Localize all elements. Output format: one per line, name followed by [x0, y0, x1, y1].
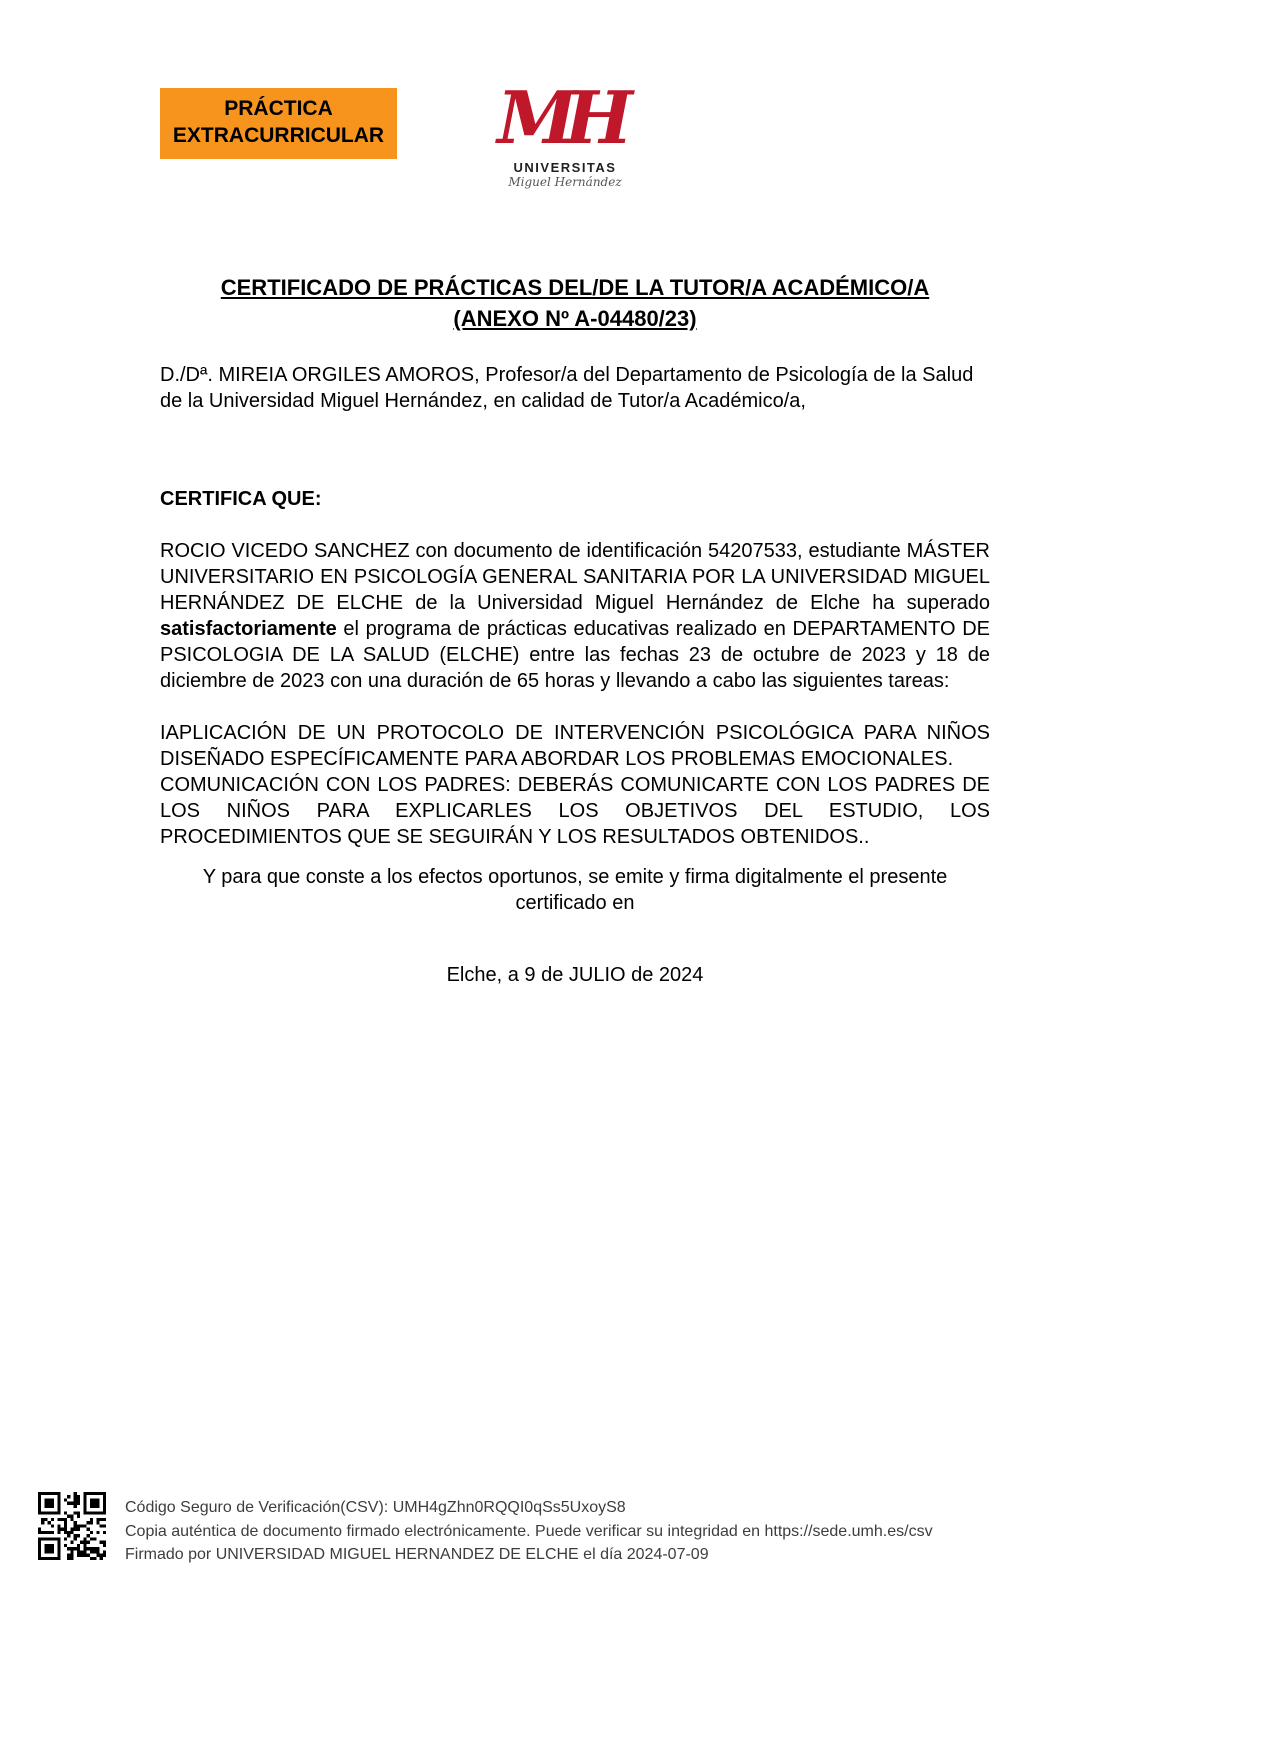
closing-paragraph: Y para que conste a los efectos oportunos, se emite y firma digitalmente el presente certificado en	[202, 866, 948, 914]
umh-logo-name: Miguel Hernández	[508, 175, 622, 189]
umh-logo-mark-icon: MH	[497, 75, 621, 160]
umh-logo-universitas: UNIVERSITAS	[513, 160, 617, 175]
tutor-intro-paragraph: D./Dª. MIREIA ORGILES AMOROS, Profesor/a del Departamento de Psicología de la Salud de la Universidad Miguel Hernández, en calidad de Tutor/a Académico/a,	[160, 364, 974, 412]
student-paragraph-start: ROCIO VICEDO SANCHEZ con documento de identificación 54207533, estudiante MÁSTER UNIVERSITARIO EN PSICOLOGÍA GENERAL SANITARIA POR LA UNIVERSIDAD MIGUEL HERNÁNDEZ DE ELCHE de la Universidad Miguel Hernández de Elche ha superado	[160, 540, 990, 614]
signed-by-line: Firmado por UNIVERSIDAD MIGUEL HERNANDEZ DE ELCHE el día 2024-07-09	[125, 1546, 709, 1563]
badge-line-1: PRÁCTICA	[224, 97, 333, 120]
tasks-section	[160, 720, 990, 850]
certificate-title	[160, 272, 990, 334]
certifies-label: CERTIFICA QUE:	[160, 488, 322, 510]
practica-badge	[160, 88, 397, 159]
certificate-title-line-2: (ANEXO Nº A-04480/23)	[453, 306, 697, 331]
authentic-copy-line: Copia auténtica de documento firmado electrónicamente. Puede verificar su integridad en https://sede.umh.es/csv	[125, 1522, 933, 1540]
certificate-title-line-1: CERTIFICADO DE PRÁCTICAS DEL/DE LA TUTOR/A ACADÉMICO/A	[220, 275, 930, 300]
task-item: IAPLICACIÓN DE UN PROTOCOLO DE INTERVENCIÓN PSICOLÓGICA PARA NIÑOS DISEÑADO ESPECÍFICAMENTE PARA ABORDAR LOS PROBLEMAS EMOCIONALES.	[160, 722, 990, 770]
place-date: Elche, a 9 de JULIO de 2024	[446, 964, 704, 986]
badge-line-2: EXTRACURRICULAR	[172, 124, 385, 148]
student-paragraph-end: el programa de prácticas educativas realizado en DEPARTAMENTO DE PSICOLOGIA DE LA SALUD (ELCHE) entre las fechas 23 de octubre de 2023 y 18 de diciembre de 2023 con una duración de 65 horas y llevando a cabo las siguientes tareas:	[160, 618, 990, 692]
satisfactoriamente-emphasis: satisfactoriamente	[160, 618, 337, 640]
certificate-body	[160, 272, 990, 988]
umh-logo	[480, 75, 650, 189]
verification-footer	[125, 1496, 933, 1567]
student-paragraph	[160, 538, 990, 694]
csv-code-line: Código Seguro de Verificación(CSV): UMH4gZhn0RQQI0qSs5UxoyS8	[125, 1499, 626, 1516]
task-item: COMUNICACIÓN CON LOS PADRES: DEBERÁS COMUNICARTE CON LOS PADRES DE LOS NIÑOS PARA EXPLICARLES LOS OBJETIVOS DEL ESTUDIO, LOS PROCEDIMIENTOS QUE SE SEGUIRÁN Y LOS RESULTADOS OBTENIDOS..	[160, 774, 990, 848]
qr-code-icon	[38, 1492, 106, 1560]
